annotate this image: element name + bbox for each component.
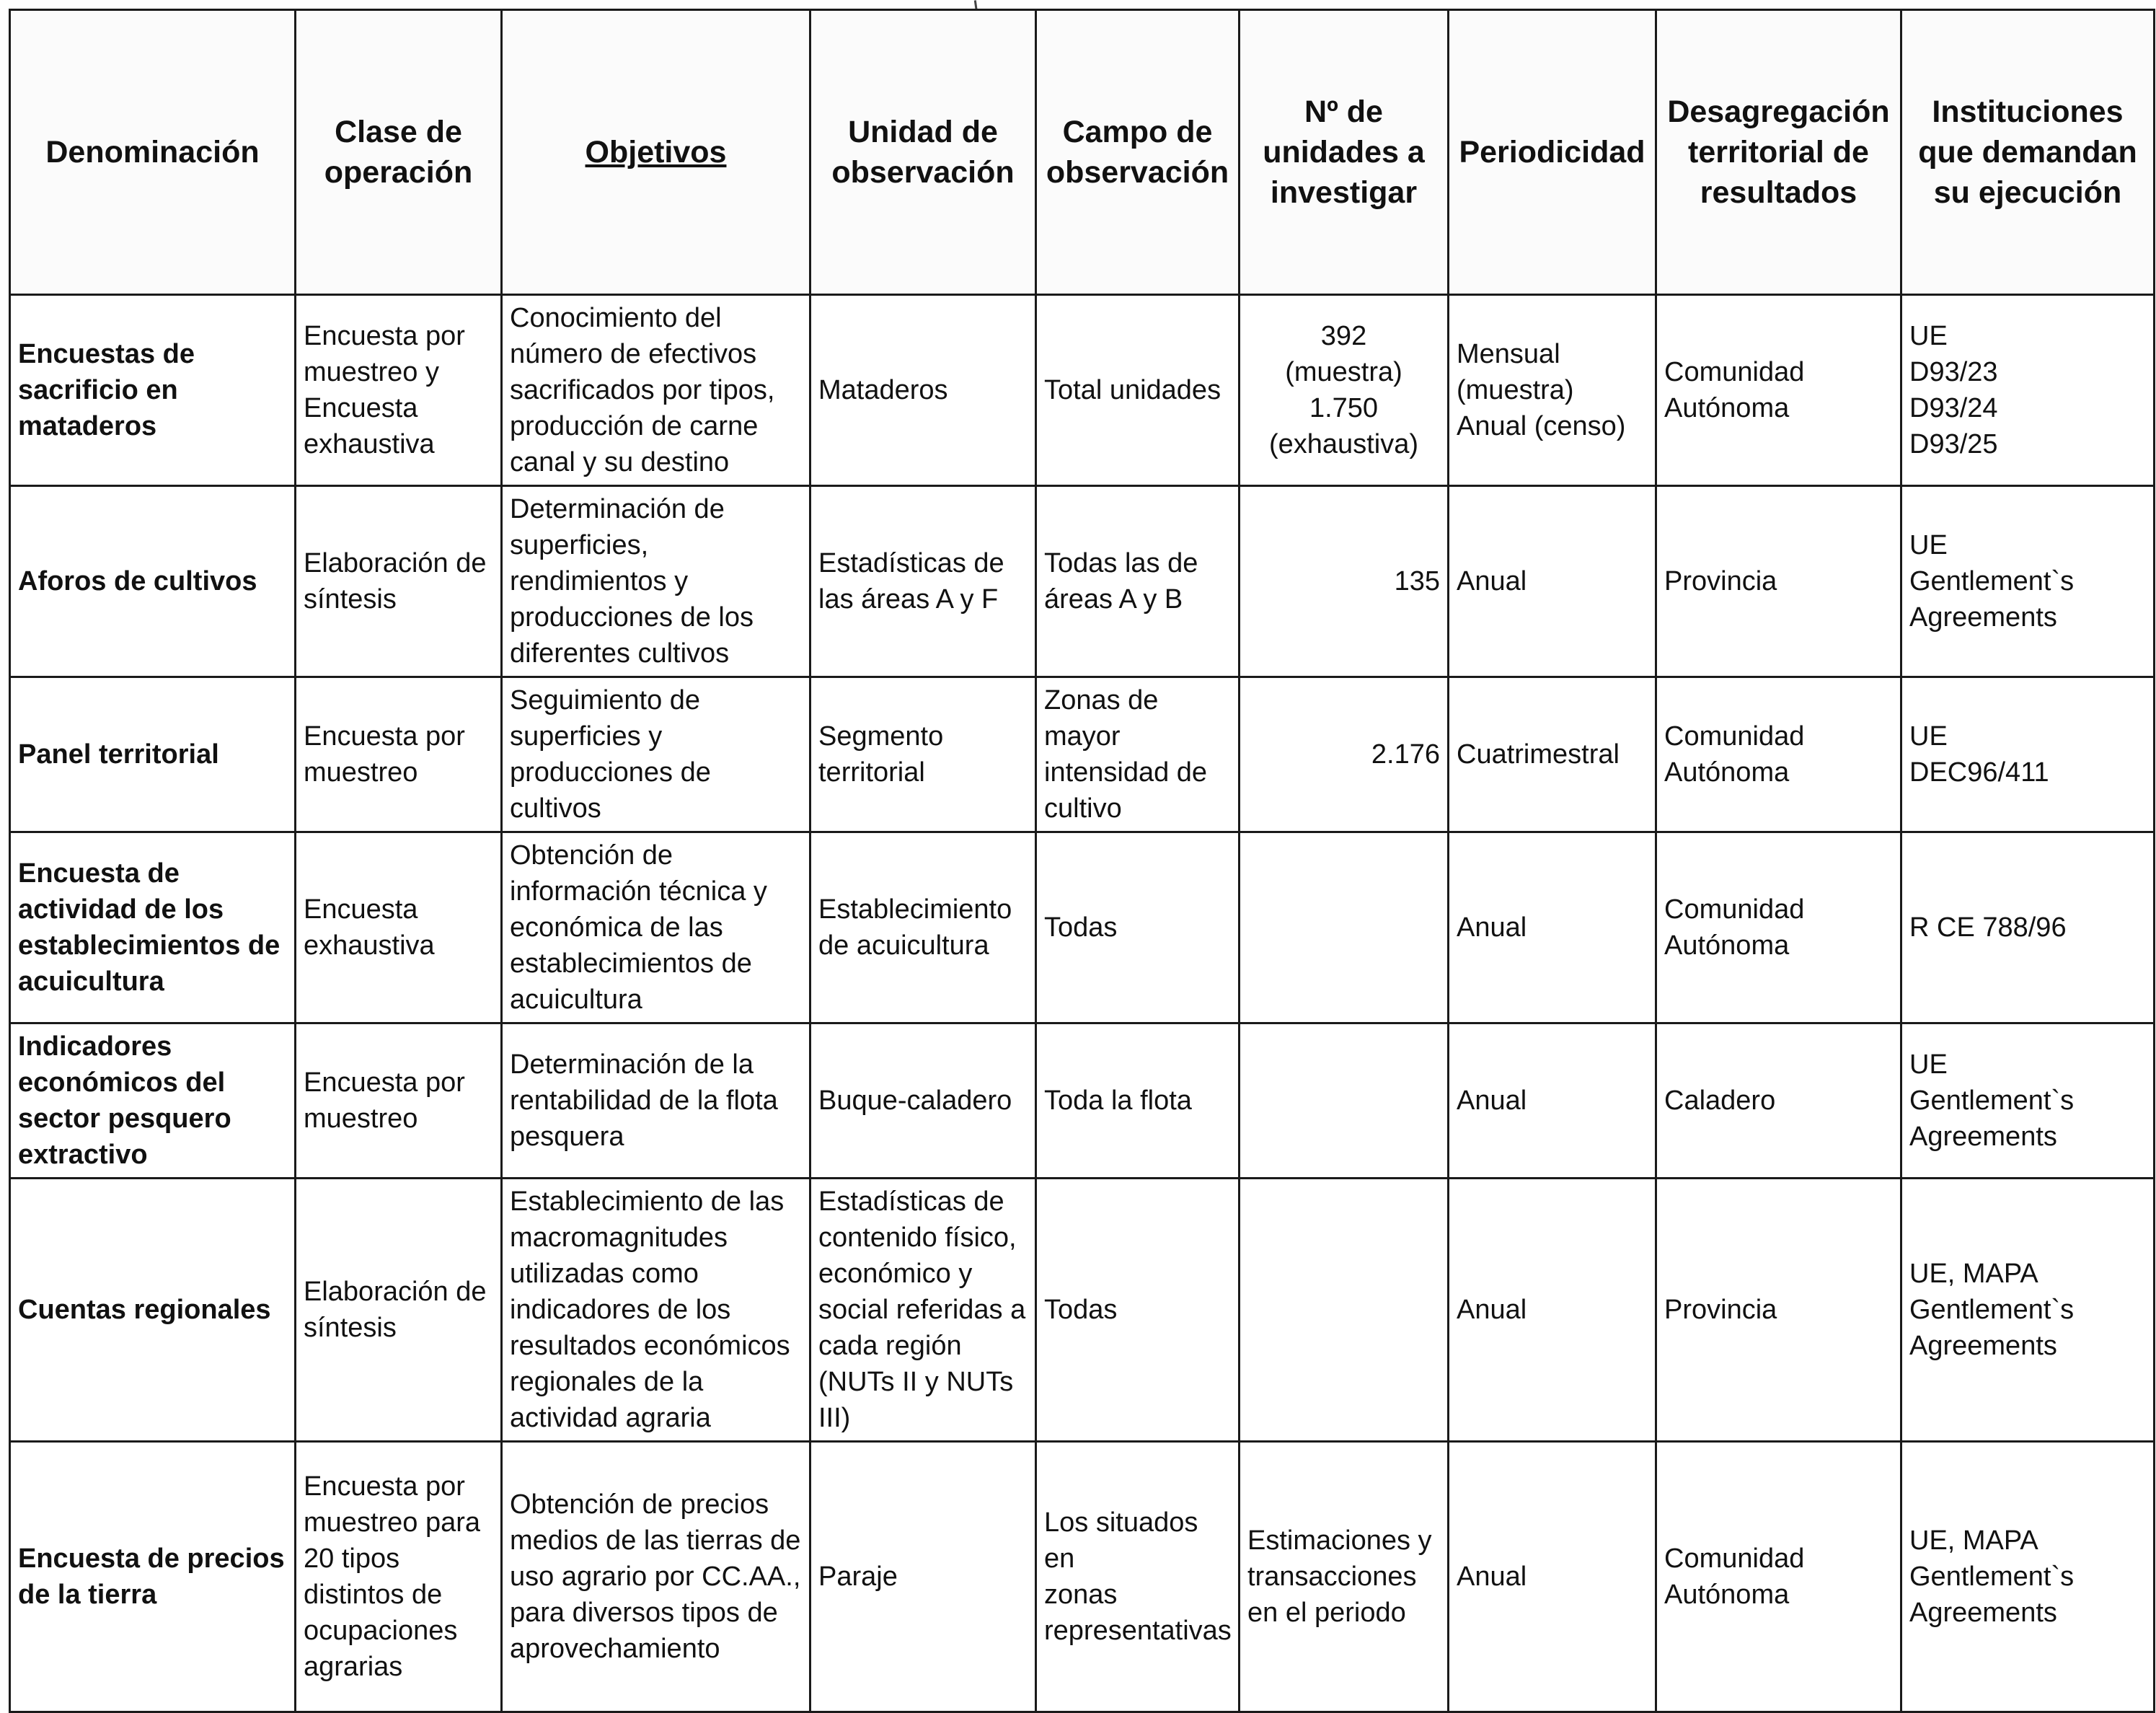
cell-objetivos: Seguimiento de superficies y producciones de cultivos xyxy=(502,677,810,832)
cell-campo: Todas xyxy=(1036,832,1240,1023)
header-numero: Nº de unidades a investigar xyxy=(1240,10,1449,295)
cell-campo: Los situados en zonas representativas xyxy=(1036,1442,1240,1712)
cell-desagregacion: Comunidad Autónoma xyxy=(1656,295,1901,486)
cell-periodicidad: Anual xyxy=(1449,1023,1656,1179)
header-desagregacion: Desagregación territorial de resultados xyxy=(1656,10,1901,295)
cell-desagregacion: Comunidad Autónoma xyxy=(1656,677,1901,832)
cell-numero xyxy=(1240,1023,1449,1179)
cell-denominacion: Indicadores económicos del sector pesquero extractivo xyxy=(10,1023,296,1179)
cell-clase: Elaboración de síntesis xyxy=(296,486,502,677)
cell-denominacion: Encuesta de actividad de los establecimientos de acuicultura xyxy=(10,832,296,1023)
cell-numero xyxy=(1240,832,1449,1023)
cell-denominacion: Encuestas de sacrificio en mataderos xyxy=(10,295,296,486)
cell-objetivos: Determinación de la rentabilidad de la flota pesquera xyxy=(502,1023,810,1179)
table-row xyxy=(10,295,2155,486)
cell-clase: Encuesta por muestreo y Encuesta exhaustiva xyxy=(296,295,502,486)
statistics-table xyxy=(9,9,2155,1713)
cell-unidad: Estadísticas de las áreas A y F xyxy=(810,486,1036,677)
cell-periodicidad: Anual xyxy=(1449,1179,1656,1442)
cell-clase: Elaboración de síntesis xyxy=(296,1179,502,1442)
cell-numero: 392 (muestra) 1.750 (exhaustiva) xyxy=(1240,295,1449,486)
cell-unidad: Paraje xyxy=(810,1442,1036,1712)
cell-campo: Zonas de mayor intensidad de cultivo xyxy=(1036,677,1240,832)
table-row xyxy=(10,486,2155,677)
cell-unidad: Buque-caladero xyxy=(810,1023,1036,1179)
cell-clase: Encuesta por muestreo xyxy=(296,677,502,832)
table-row xyxy=(10,832,2155,1023)
cell-instituciones: UE D93/23 D93/24 D93/25 xyxy=(1901,295,2155,486)
cell-objetivos: Determinación de superficies, rendimientos y producciones de los diferentes cultivos xyxy=(502,486,810,677)
header-periodicidad: Periodicidad xyxy=(1449,10,1656,295)
cell-desagregacion: Provincia xyxy=(1656,1179,1901,1442)
cell-desagregacion: Comunidad Autónoma xyxy=(1656,1442,1901,1712)
cell-instituciones: R CE 788/96 xyxy=(1901,832,2155,1023)
cell-periodicidad: Cuatrimestral xyxy=(1449,677,1656,832)
header-unidad: Unidad de observación xyxy=(810,10,1036,295)
cell-campo: Toda la flota xyxy=(1036,1023,1240,1179)
cell-clase: Encuesta por muestreo para 20 tipos distintos de ocupaciones agrarias xyxy=(296,1442,502,1712)
cell-numero: Estimaciones y transacciones en el periodo xyxy=(1240,1442,1449,1712)
cell-clase: Encuesta por muestreo xyxy=(296,1023,502,1179)
cell-periodicidad: Anual xyxy=(1449,1442,1656,1712)
table-row xyxy=(10,1442,2155,1712)
header-row xyxy=(10,10,2155,295)
header-instituciones: Instituciones que demandan su ejecución xyxy=(1901,10,2155,295)
cell-periodicidad: Anual xyxy=(1449,486,1656,677)
table-row xyxy=(10,1023,2155,1179)
cell-denominacion: Panel territorial xyxy=(10,677,296,832)
cell-instituciones: UE Gentlement`s Agreements xyxy=(1901,1023,2155,1179)
cell-objetivos: Conocimiento del número de efectivos sacrificados por tipos, producción de carne canal y su destino xyxy=(502,295,810,486)
cell-numero: 2.176 xyxy=(1240,677,1449,832)
cell-periodicidad: Anual xyxy=(1449,832,1656,1023)
cell-denominacion: Aforos de cultivos xyxy=(10,486,296,677)
header-campo: Campo de observación xyxy=(1036,10,1240,295)
cell-instituciones: UE, MAPA Gentlement`s Agreements xyxy=(1901,1442,2155,1712)
cell-denominacion: Cuentas regionales xyxy=(10,1179,296,1442)
header-objetivos-label: Objetivos xyxy=(585,135,727,169)
header-denominacion: Denominación xyxy=(10,10,296,295)
table-row xyxy=(10,677,2155,832)
header-clase: Clase de operación xyxy=(296,10,502,295)
cell-instituciones: UE Gentlement`s Agreements xyxy=(1901,486,2155,677)
cell-objetivos: Obtención de información técnica y económica de las establecimientos de acuicultura xyxy=(502,832,810,1023)
cell-campo: Todas xyxy=(1036,1179,1240,1442)
cell-unidad: Establecimiento de acuicultura xyxy=(810,832,1036,1023)
cell-instituciones: UE DEC96/411 xyxy=(1901,677,2155,832)
cell-campo: Todas las de áreas A y B xyxy=(1036,486,1240,677)
cell-periodicidad: Mensual (muestra) Anual (censo) xyxy=(1449,295,1656,486)
cell-denominacion: Encuesta de precios de la tierra xyxy=(10,1442,296,1712)
cell-desagregacion: Provincia xyxy=(1656,486,1901,677)
cell-desagregacion: Comunidad Autónoma xyxy=(1656,832,1901,1023)
cell-objetivos: Establecimiento de las macromagnitudes utilizadas como indicadores de los resultados económicos regionales de la actividad agraria xyxy=(502,1179,810,1442)
cell-campo: Total unidades xyxy=(1036,295,1240,486)
cell-unidad: Mataderos xyxy=(810,295,1036,486)
cell-numero: 135 xyxy=(1240,486,1449,677)
cell-desagregacion: Caladero xyxy=(1656,1023,1901,1179)
cell-objetivos: Obtención de precios medios de las tierras de uso agrario por CC.AA., para diversos tipos de aprovechamiento xyxy=(502,1442,810,1712)
table-row xyxy=(10,1179,2155,1442)
cell-instituciones: UE, MAPA Gentlement`s Agreements xyxy=(1901,1179,2155,1442)
cell-unidad: Segmento territorial xyxy=(810,677,1036,832)
cell-numero xyxy=(1240,1179,1449,1442)
header-objetivos xyxy=(502,10,810,295)
cell-clase: Encuesta exhaustiva xyxy=(296,832,502,1023)
cell-unidad: Estadísticas de contenido físico, económico y social referidas a cada región (NUTs II y NUTs III) xyxy=(810,1179,1036,1442)
